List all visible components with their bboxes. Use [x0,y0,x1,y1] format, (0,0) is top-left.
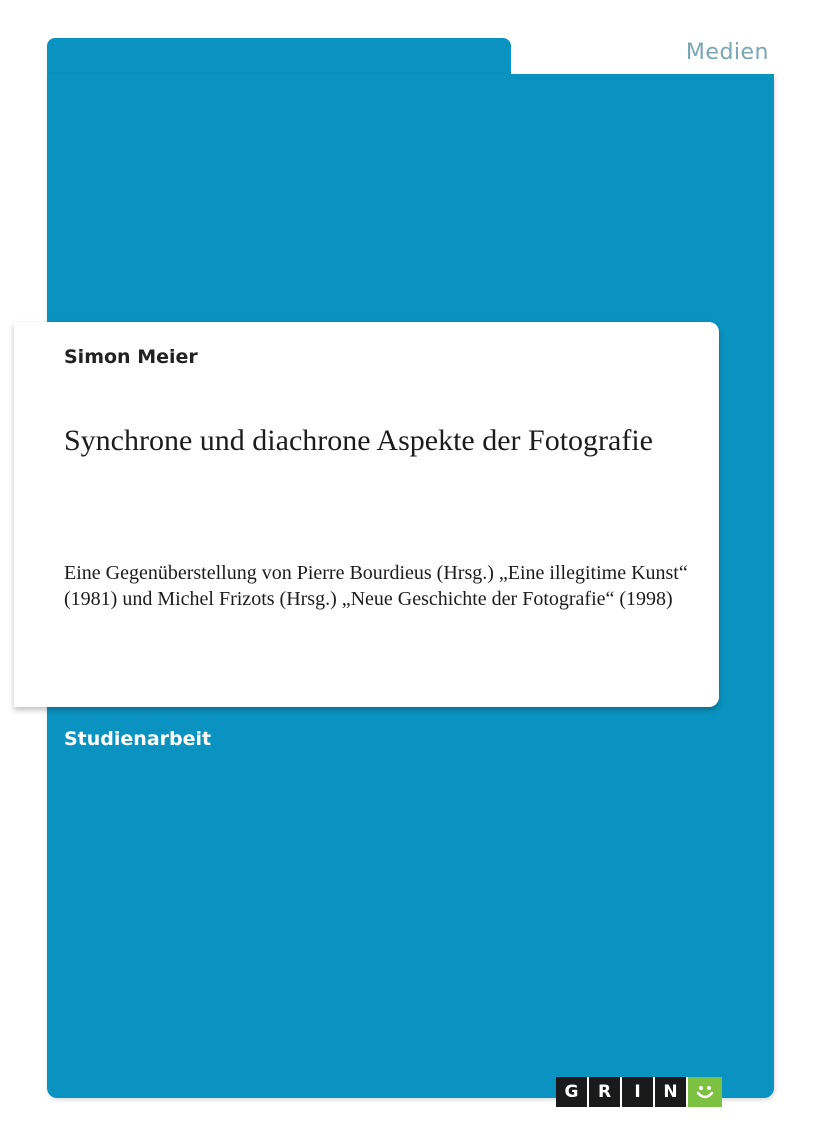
smiley-icon [688,1077,722,1107]
author-name: Simon Meier [64,346,198,368]
category-label: Medien [685,40,769,65]
book-title: Synchrone und diachrone Aspekte der Fotografie [64,424,653,457]
logo-letter-n: N [655,1077,688,1107]
logo-letter-i: I [622,1077,655,1107]
publisher-logo [556,1077,722,1107]
title-card [14,322,719,707]
document-type: Studienarbeit [64,728,212,750]
logo-letter-g: G [556,1077,589,1107]
book-subtitle: Eine Gegenüberstellung von Pierre Bourdieus (Hrsg.) „Eine illegitime Kunst“ (1981) und Michel Frizots (Hrsg.) „Neue Geschichte der Fotografie“ (1998) [64,562,688,610]
logo-letter-r: R [589,1077,622,1107]
